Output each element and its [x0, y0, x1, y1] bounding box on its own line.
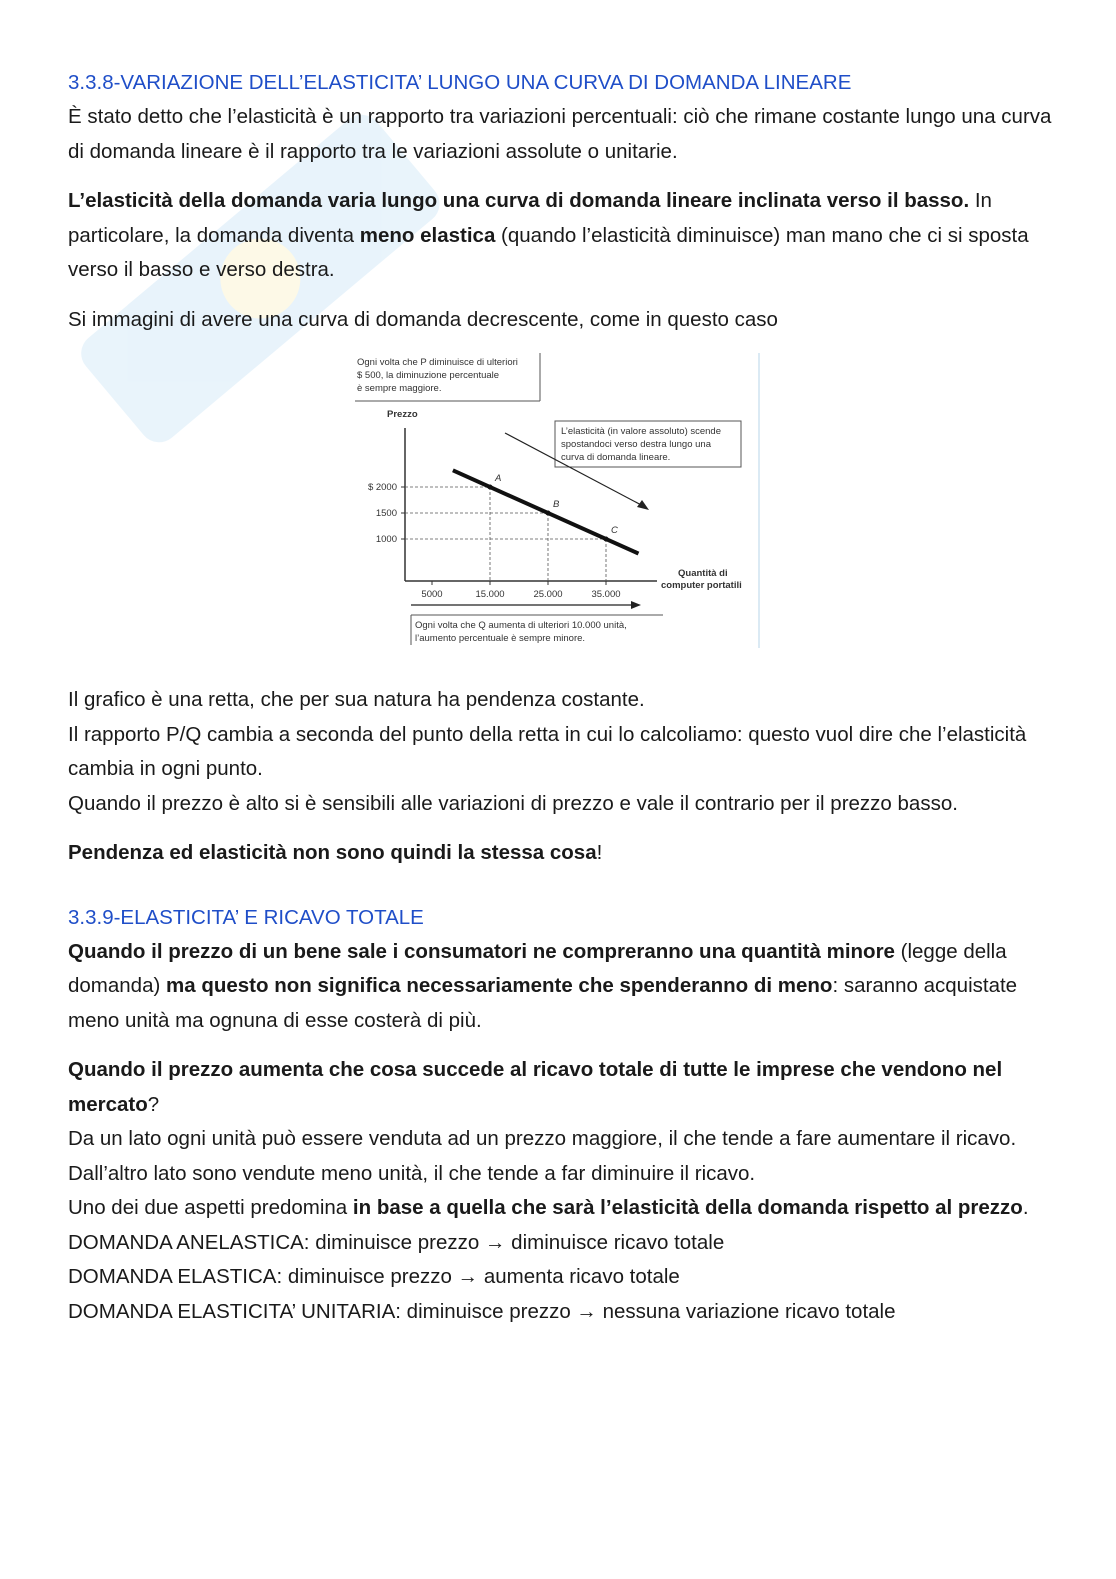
demand-line [453, 470, 639, 553]
annotation-bottom-line2: l’aumento percentuale è sempre minore. [415, 633, 586, 644]
annotation-right-box [555, 421, 741, 467]
paragraph-law-of-demand [68, 935, 1053, 1039]
paragraph-intro: È stato detto che l’elasticità è un rapporto tra variazioni percentuali: ciò che rimane costante lungo una curva di domanda lineare è il rapporto tra le variazioni assolute o unitarie. [68, 105, 1052, 163]
bold-text: in base a quella che sarà l’elasticità della domanda rispetto al prezzo [352, 1196, 1023, 1219]
paragraph-question [68, 1053, 1053, 1122]
x-tick-label: 35.000 [591, 589, 621, 600]
x-tick-label: 25.000 [533, 589, 563, 600]
arrow-right [411, 601, 641, 609]
paragraph-price: Quando il prezzo è alto si è sensibili alle variazioni di prezzo e vale il contrario per il prezzo basso. [68, 791, 958, 815]
point-a [488, 485, 493, 490]
paragraph-other-side: Dall’altro lato sono vendute meno unità, il che tende a far diminuire il ricavo. [68, 1161, 756, 1185]
text: ? [147, 1092, 160, 1116]
y-tick-label: $ 2000 [367, 482, 397, 493]
demand-curve-chart [345, 353, 825, 673]
text: Uno dei due aspetti predomina [68, 1196, 353, 1219]
point-label: C [611, 525, 618, 536]
annotation-bottom-box [411, 615, 663, 645]
x-tick-label: 15.000 [475, 589, 505, 600]
y-axis-label: Prezzo [387, 409, 418, 420]
bold-text: meno elastica [359, 223, 496, 247]
paragraph-predominant [68, 1191, 1053, 1226]
paragraph-elasticity-varies [68, 184, 1053, 288]
text: . [1022, 1196, 1029, 1219]
text: : saranno acquistate meno unità ma ognuna di esse costerà di più. [68, 974, 1018, 1032]
x-axis-label-line2: computer portatili [661, 580, 742, 591]
point-label: B [553, 499, 560, 510]
text: (legge della domanda) [68, 939, 1007, 997]
x-axis-label-line1: Quantità di [678, 568, 728, 579]
annotation-right-line2: spostandoci verso destra lungo una [561, 439, 711, 450]
paragraph-line: Il grafico è una retta, che per sua natura ha pendenza costante. [68, 688, 645, 711]
text: In particolare, la domanda diventa [68, 189, 992, 247]
annotation-right-line3: curva di domanda lineare. [561, 452, 671, 463]
y-tick-label: 1000 [375, 534, 397, 545]
bold-text: L’elasticità della domanda varia lungo una curva di domanda lineare inclinata verso il basso. [68, 189, 970, 212]
text: (quando l’elasticità diminuisce) man mano che ci si sposta verso il basso e verso destra. [68, 223, 1029, 281]
annotation-top-line1: Ogni volta che P diminuisce di ulteriori [357, 357, 518, 368]
paragraph-conclusion [68, 836, 1053, 871]
line-unitary: DOMANDA ELASTICITA’ UNITARIA: diminuisce prezzo → nessuna variazione ricavo totale [68, 1299, 896, 1323]
section-heading-revenue: 3.3.9-ELASTICITA’ E RICAVO TOTALE [68, 905, 424, 929]
section-heading-elasticity-linear: 3.3.8-VARIAZIONE DELL’ELASTICITA’ LUNGO UNA CURVA DI DOMANDA LINEARE [68, 71, 852, 94]
x-tick-label: 5000 [421, 589, 443, 600]
paragraph-one-side: Da un lato ogni unità può essere venduta ad un prezzo maggiore, il che tende a fare aumentare il ricavo. [68, 1127, 1017, 1150]
annotation-top-line3: è sempre maggiore. [357, 383, 442, 394]
document-page [68, 66, 1053, 1329]
point-c [604, 537, 609, 542]
point-b [546, 511, 551, 516]
bold-text: Quando il prezzo aumenta che cosa succede al ricavo totale di tutte le imprese che vendono nel mercato [68, 1058, 1003, 1116]
line-elastic: DOMANDA ELASTICA: diminuisce prezzo → aumenta ricavo totale [68, 1265, 680, 1288]
bold-text: Quando il prezzo di un bene sale i consumatori ne compreranno una quantità minore [68, 939, 895, 963]
point-label: A [495, 473, 502, 484]
text: ! [596, 841, 603, 864]
line-inelastic: DOMANDA ANELASTICA: diminuisce prezzo → diminuisce ricavo totale [68, 1230, 725, 1254]
bold-text: ma questo non significa necessariamente che spenderanno di meno [166, 974, 833, 997]
annotation-top-line2: $ 500, la diminuzione percentuale [357, 370, 500, 381]
annotation-right-line1: L’elasticità (in valore assoluto) scende [561, 426, 722, 437]
demand-curve-figure [68, 353, 1053, 673]
annotation-bottom-line1: Ogni volta che Q aumenta di ulteriori 10.000 unità, [415, 620, 627, 631]
annotation-top-box [355, 353, 540, 401]
paragraph-ratio: Il rapporto P/Q cambia a seconda del punto della retta in cui lo calcoliamo: questo vuol dire che l’elasticità cambia in ogni punto. [68, 722, 1027, 780]
y-tick-label: 1500 [375, 508, 397, 519]
paragraph-imagine: Si immagini di avere una curva di domanda decrescente, come in questo caso [68, 307, 778, 331]
bold-text: Pendenza ed elasticità non sono quindi la stessa cosa [68, 841, 597, 864]
